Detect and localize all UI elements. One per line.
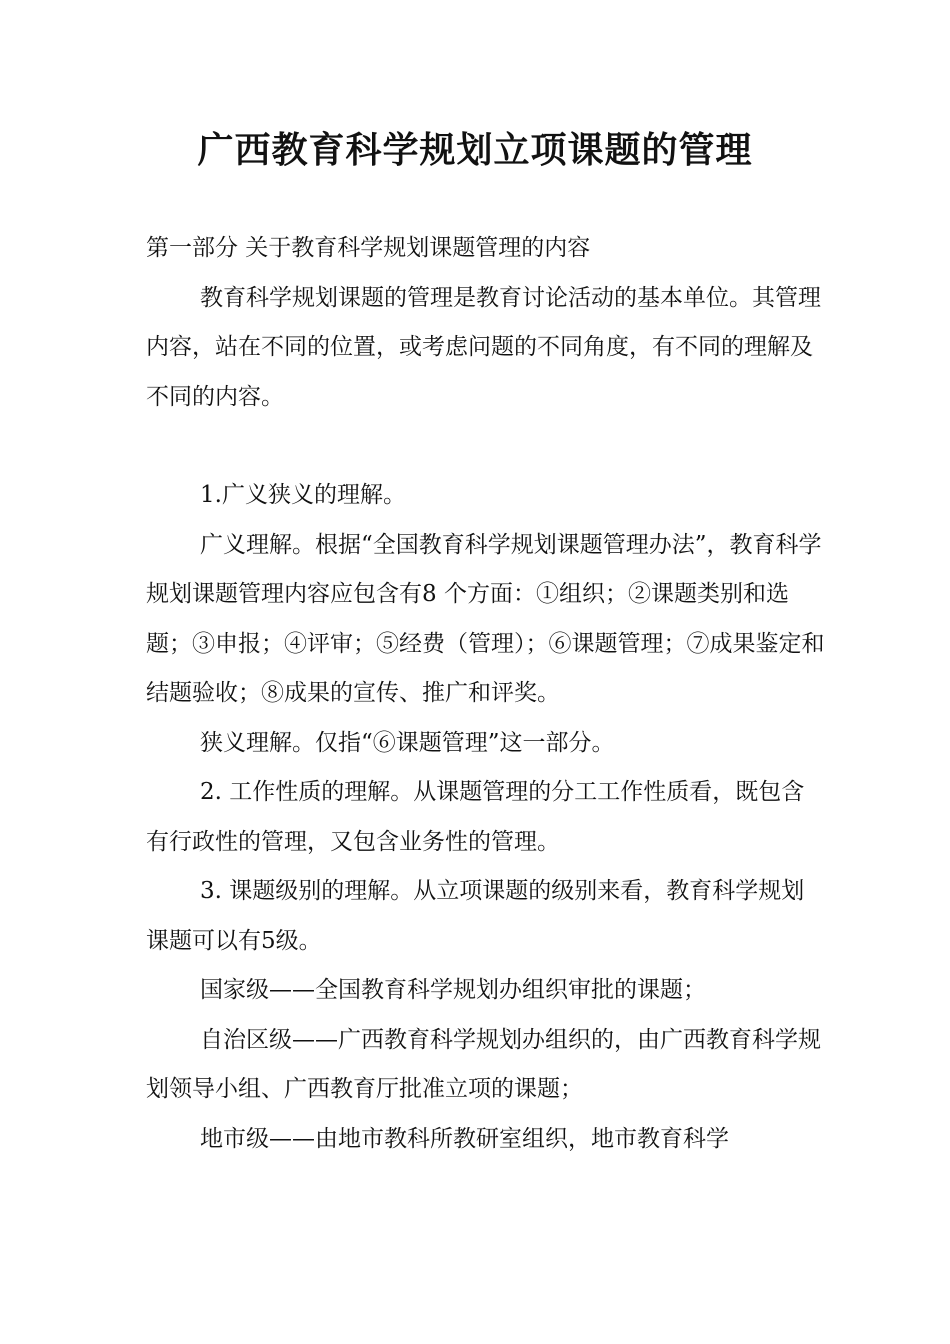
document-body xyxy=(146,224,826,1164)
document-title: 广西教育科学规划立项课题的管理 xyxy=(197,130,753,171)
section-heading: 第一部分 关于教育科学规划课题管理的内容 xyxy=(146,235,591,261)
paragraph-national-level: 国家级——全国教育科学规划办组织审批的课题； xyxy=(200,977,706,1003)
paragraph-narrow-understanding: 狭义理解。仅指“⑥课题管理”这一部分。 xyxy=(200,729,615,756)
paragraph-item-2: 2. 工作性质的理解。从课题管理的分工工作性质看，既包含有行政性的管理，又包含业务性的管理。 xyxy=(146,779,805,855)
paragraph-item-3: 3. 课题级别的理解。从立项课题的级别来看，教育科学规划课题可以有5级。 xyxy=(146,878,805,954)
paragraph-broad-understanding: 广义理解。根据“全国教育科学规划课题管理办法”，教育科学规划课题管理内容应包含有8 个方面：①组织；②课题类别和选题；③申报；④评审；⑤经费（管理）；⑥课题管理；⑦成果鉴定和结题验收；⑧成果的宣传、推广和评奖。 xyxy=(146,531,825,706)
paragraph-intro: 教育科学规划课题的管理是教育讨论活动的基本单位。其管理内容，站在不同的位置，或考虑问题的不同角度，有不同的理解及不同的内容。 xyxy=(146,284,821,410)
paragraph-city-level: 地市级——由地市教科所教研室组织，地市教育科学 xyxy=(200,1125,729,1152)
paragraph-item-1: 1.广义狭义的理解。 xyxy=(200,482,406,508)
paragraph-regional-level: 自治区级——广西教育科学规划办组织的，由广西教育科学规划领导小组、广西教育厅批准立项的课题； xyxy=(146,1026,821,1102)
paragraph-gap xyxy=(146,422,826,471)
